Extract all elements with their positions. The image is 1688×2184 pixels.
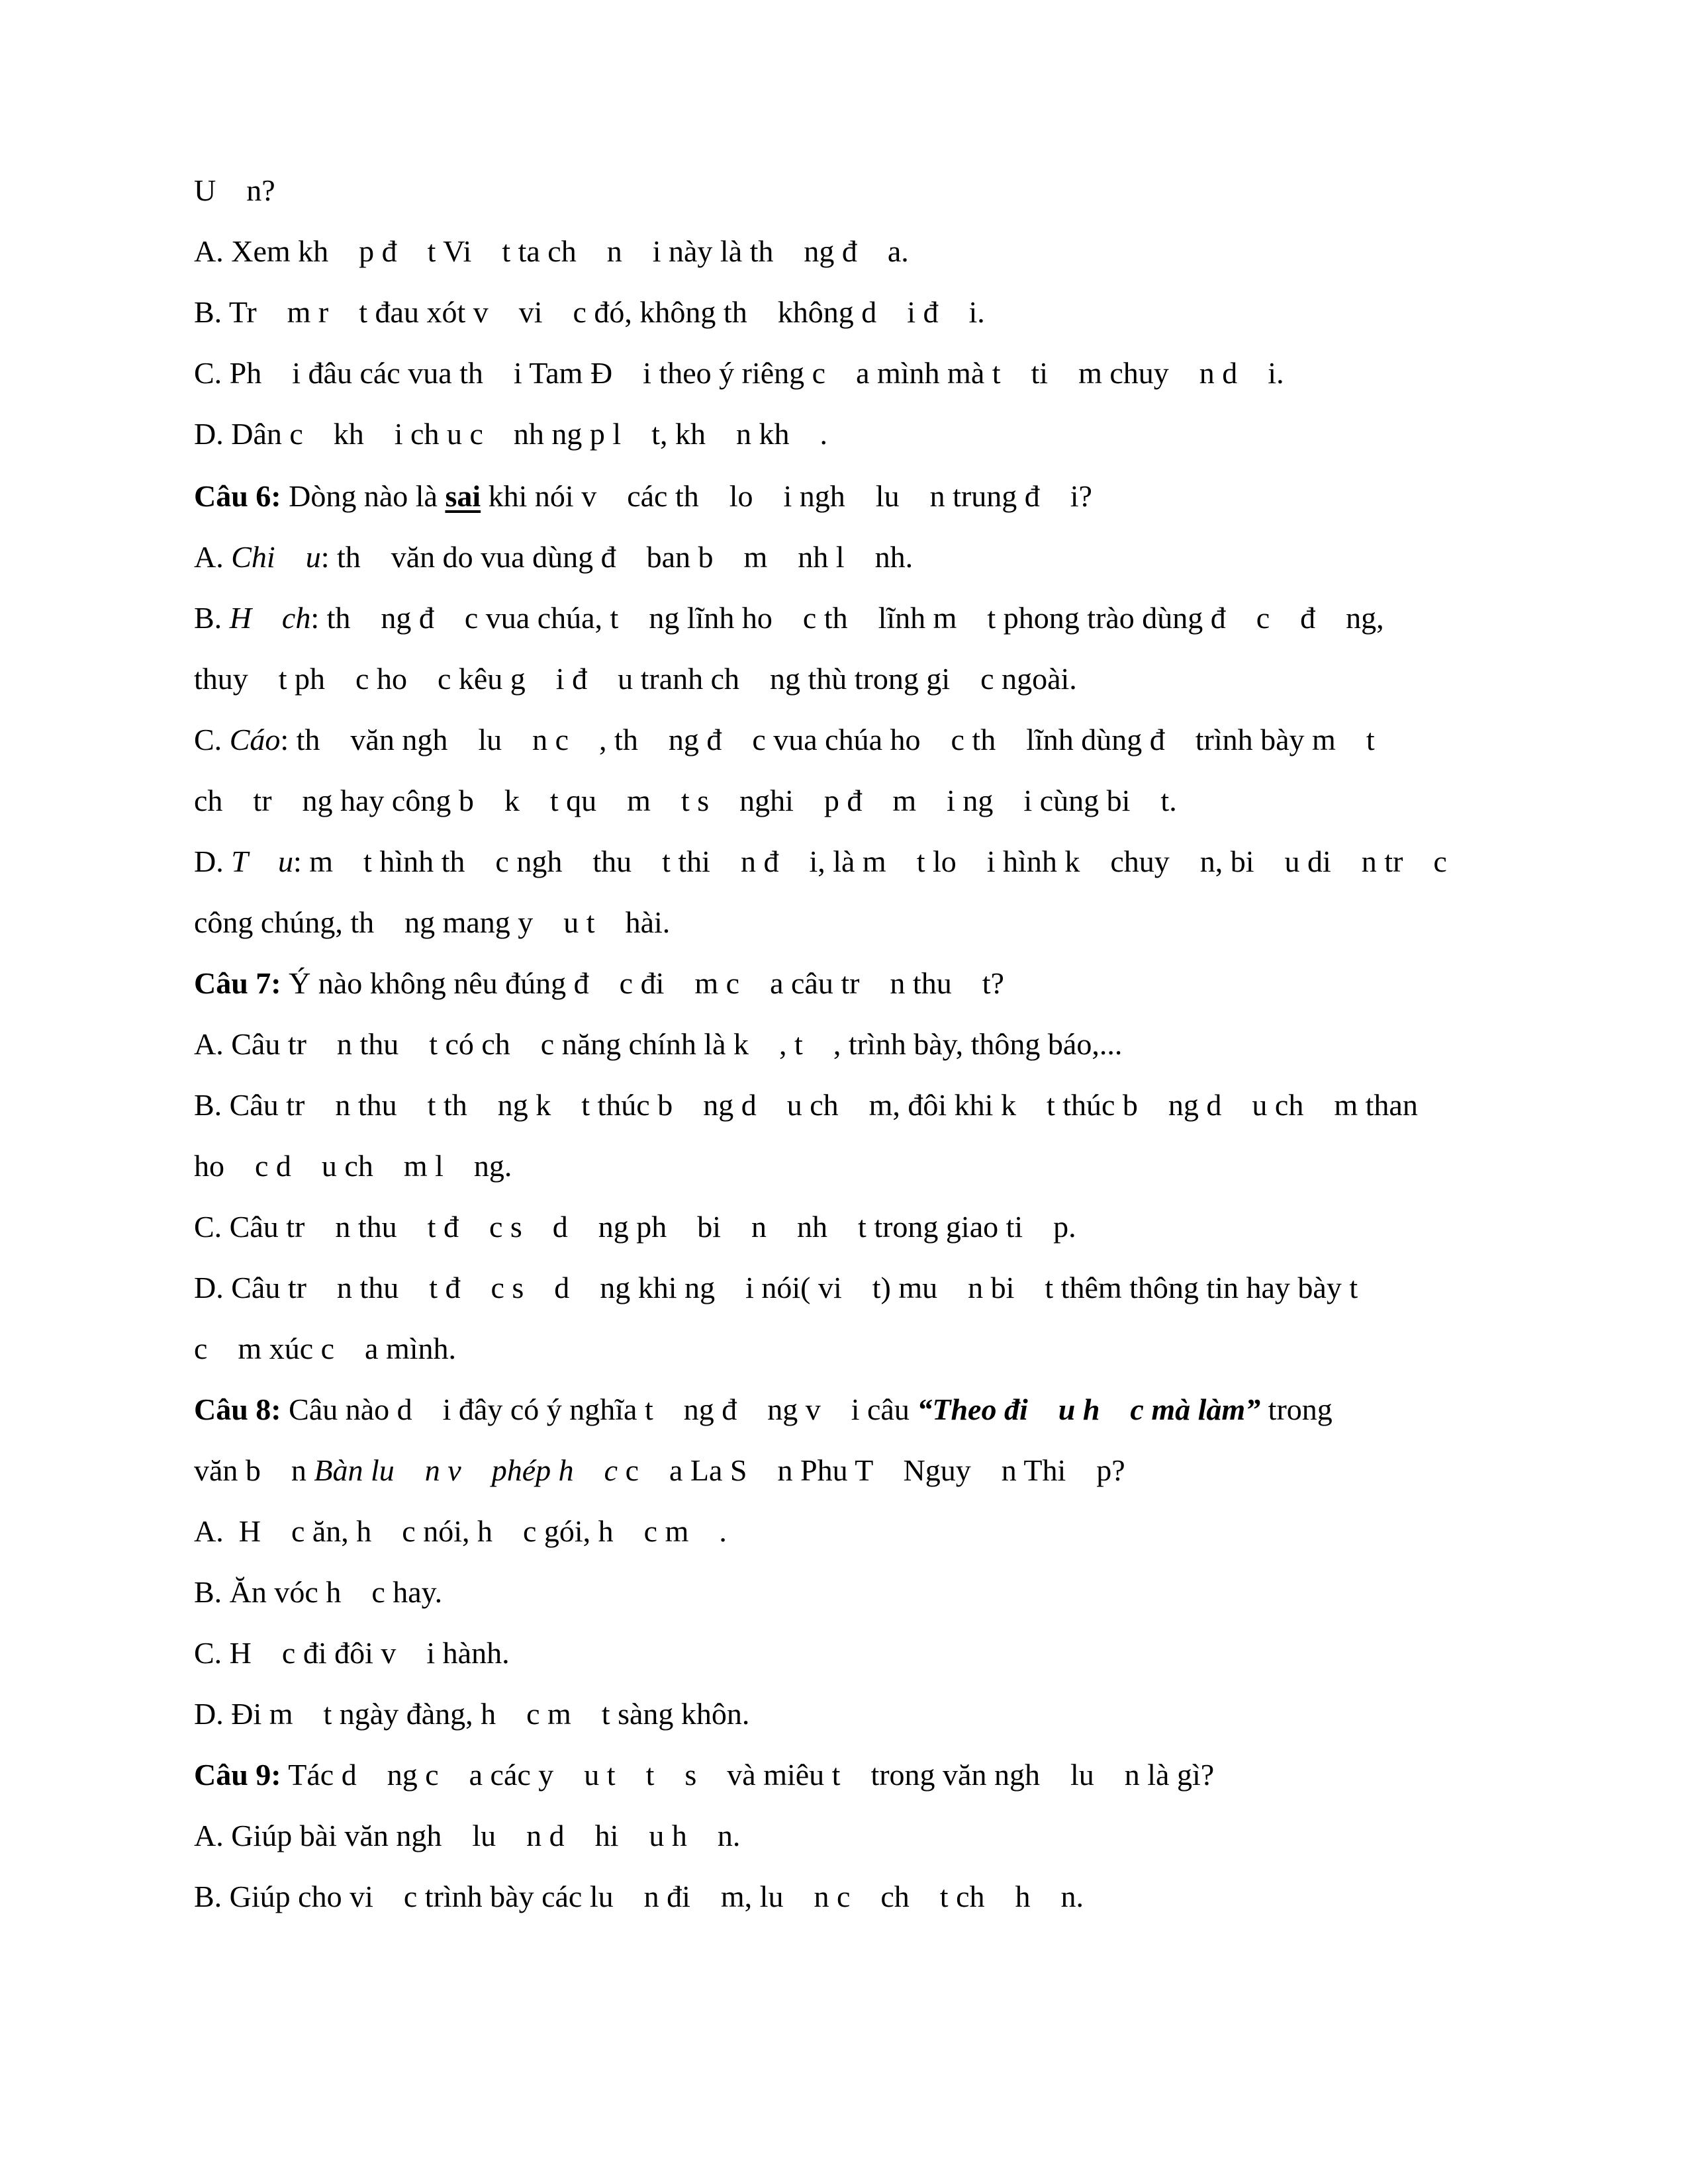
question-5-continuation (194, 172, 275, 209)
question-7 (194, 965, 1004, 1002)
answer-6b (194, 600, 1384, 637)
text: U n? (194, 173, 275, 207)
text: A. H c ăn, h c nói, h c gói, h c m . (194, 1514, 727, 1548)
text: văn b n (194, 1453, 314, 1487)
answer-6c (194, 721, 1375, 758)
answer-5a (194, 233, 909, 270)
text: B. Ăn vóc h c hay. (194, 1575, 443, 1609)
work-title-italic: Bàn lu n v phép h c (314, 1453, 618, 1487)
answer-8a (194, 1513, 727, 1550)
text: công chúng, th ng mang y u t hài. (194, 905, 671, 939)
text: ho c d u ch m l ng. (194, 1149, 512, 1183)
answer-6d (194, 843, 1447, 880)
answer-7b (194, 1087, 1418, 1124)
text: D. Dân c kh i ch u c nh ng p l t, kh n kh . (194, 417, 827, 451)
question-label: Câu 7: (194, 966, 281, 1000)
question-8 (194, 1391, 1333, 1428)
answer-5b (194, 294, 985, 331)
text: C. (194, 723, 230, 756)
text: Tác d ng c a các y u t t s và miêu t trong văn ngh lu n là gì? (281, 1758, 1215, 1792)
text: B. (194, 601, 230, 635)
answer-9a (194, 1817, 740, 1854)
question-label: Câu 9: (194, 1758, 281, 1792)
text: : m t hình th c ngh thu t thi n đ i, là m t lo i hình k chuy n, bi u di n tr c (293, 844, 1447, 878)
text: Ý nào không nêu đúng đ c đi m c a câu tr n thu t? (281, 966, 1004, 1000)
answer-7a (194, 1026, 1122, 1063)
text: D. Đi m t ngày đàng, h c m t sàng khôn. (194, 1697, 750, 1731)
text: B. Giúp cho vi c trình bày các lu n đi m, lu n c ch t ch h n. (194, 1880, 1084, 1913)
text: c m xúc c a mình. (194, 1332, 457, 1365)
question-label: Câu 6: (194, 479, 281, 513)
text: : th ng đ c vua chúa, t ng lĩnh ho c th lĩnh m t phong trào dùng đ c đ ng, (310, 601, 1384, 635)
answer-6a (194, 539, 913, 576)
answer-8d (194, 1696, 749, 1733)
answer-7b-cont (194, 1148, 512, 1185)
text: trong (1260, 1392, 1333, 1426)
text: A. Xem kh p đ t Vi t ta ch n i này là th ng đ a. (194, 234, 909, 268)
answer-5d (194, 416, 827, 453)
text: C. Ph i đâu các vua th i Tam Đ i theo ý riêng c a mình mà t ti m chuy n d i. (194, 356, 1284, 390)
answer-6c-cont (194, 782, 1177, 819)
question-8-cont (194, 1452, 1125, 1489)
question-6 (194, 478, 1092, 515)
answer-5c (194, 355, 1284, 392)
answer-7c (194, 1208, 1076, 1246)
term-italic: T u (231, 844, 293, 878)
answer-9b (194, 1878, 1084, 1915)
text: ch tr ng hay công b k t qu m t s nghi p đ m i ng i cùng bi t. (194, 784, 1177, 817)
text: B. Tr m r t đau xót v vi c đó, không th không d i đ i. (194, 295, 985, 329)
question-9 (194, 1756, 1214, 1794)
term-italic: H ch (229, 601, 311, 635)
text: A. Câu tr n thu t có ch c năng chính là k , t , trình bày, thông báo,... (194, 1027, 1123, 1061)
text: A. Giúp bài văn ngh lu n d hi u h n. (194, 1819, 741, 1852)
text: : th văn ngh lu n c , th ng đ c vua chúa ho c th lĩnh dùng đ trình bày m t (280, 723, 1375, 756)
answer-7d-cont (194, 1330, 456, 1367)
text: Câu nào d i đây có ý nghĩa t ng đ ng v i câu (281, 1392, 917, 1426)
text: D. (194, 844, 232, 878)
answer-6d-cont (194, 904, 670, 941)
term-italic: Cáo (229, 723, 281, 756)
emphasis-underlined: sai (445, 479, 481, 513)
answer-8b (194, 1574, 442, 1611)
answer-8c (194, 1635, 510, 1672)
text: thuy t ph c ho c kêu g i đ u tranh ch ng thù trong gi c ngoài. (194, 662, 1077, 696)
text: c a La S n Phu T Nguy n Thi p? (618, 1453, 1125, 1487)
text: C. Câu tr n thu t đ c s d ng ph bi n nh t trong giao ti p. (194, 1210, 1076, 1244)
text: A. (194, 540, 232, 574)
answer-7d (194, 1269, 1358, 1306)
quote-bold-italic: “Theo đi u h c mà làm” (917, 1392, 1261, 1426)
text: Dòng nào là (281, 479, 445, 513)
answer-6b-cont (194, 660, 1077, 698)
text: C. H c đi đôi v i hành. (194, 1636, 510, 1670)
text: D. Câu tr n thu t đ c s d ng khi ng i nói( vi t) mu n bi t thêm thông tin hay bày t (194, 1271, 1358, 1304)
text: khi nói v các th lo i ngh lu n trung đ i? (481, 479, 1092, 513)
text: B. Câu tr n thu t th ng k t thúc b ng d u ch m, đôi khi k t thúc b ng d u ch m than (194, 1088, 1418, 1122)
term-italic: Chi u (231, 540, 321, 574)
question-label: Câu 8: (194, 1392, 281, 1426)
text: : th văn do vua dùng đ ban b m nh l nh. (320, 540, 914, 574)
